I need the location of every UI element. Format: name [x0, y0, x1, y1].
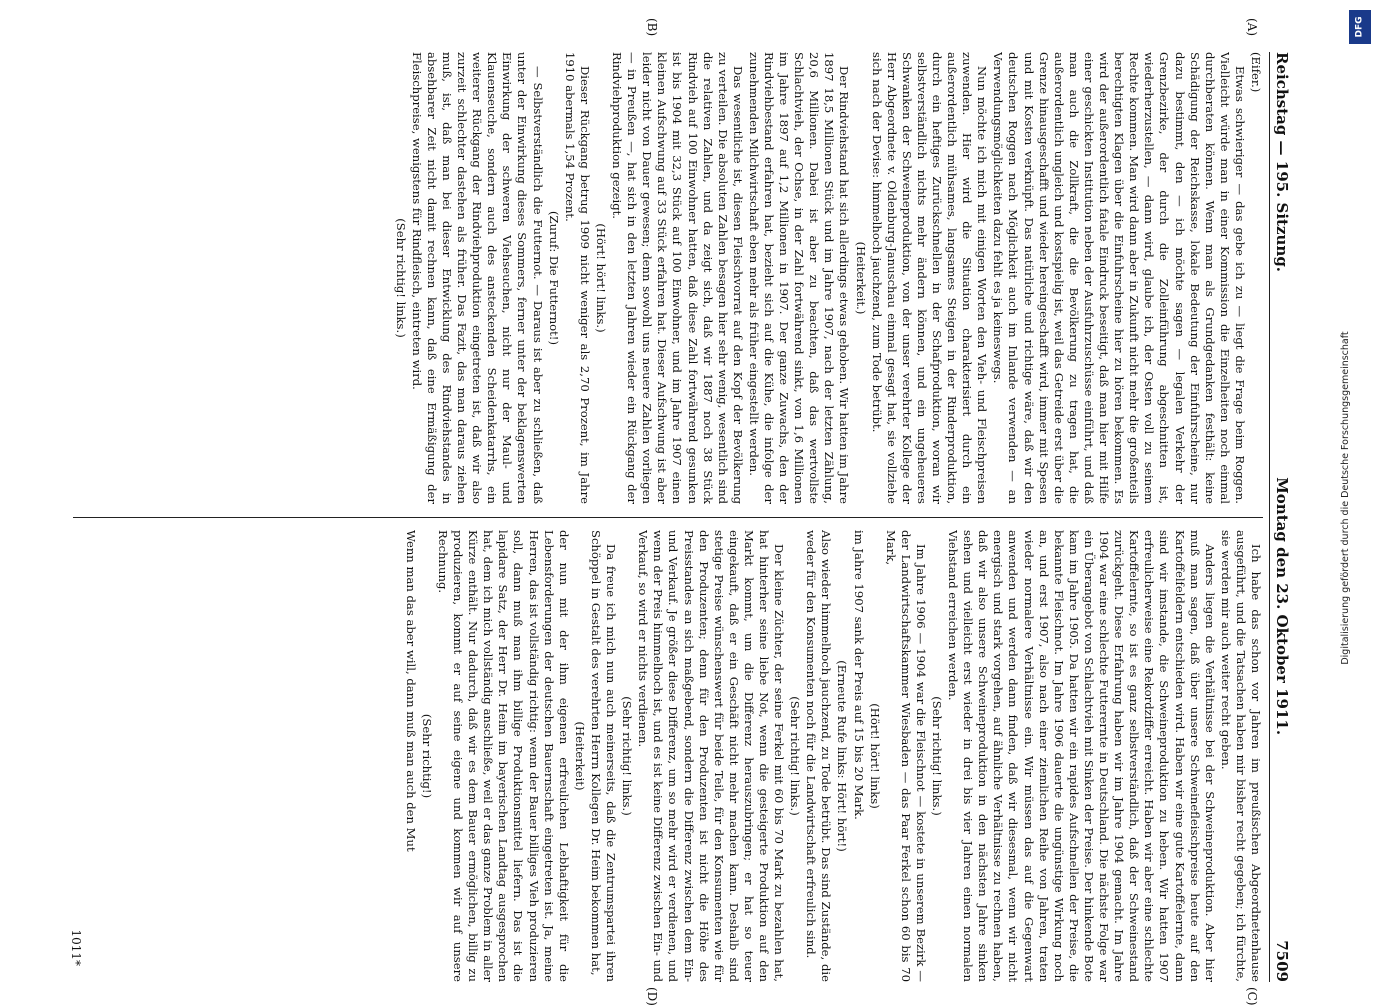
- paragraph: Im Jahre 1906 — 1904 war die Fleischnot — kostete in unserem Bezirk — der Landwirtschaftskammer Wiesbaden — das Paar Ferkel schon 60 bis 70 Mark,: [883, 530, 928, 982]
- paragraph: (Eifer.): [1249, 52, 1263, 93]
- paragraph: Ich habe das schon vor Jahren im preußischen Abgeordnetenhause ausgeführt, und die Tatsachen haben mir bisher recht gegeben; ich fürchte, sie werden mir auch weiter recht geben.: [1218, 530, 1263, 982]
- paragraph: — Selbstverständlich die Futternot. — Daraus ist aber zu schließen, daß unter der Einwirkung dieses Sommers, ferner unter der beklagenswerten Einwirkung der schweren Viehseuchen, nicht nur der Maul- und Klauenseuche, sondern auch des ansteckenden Scheidenkatarrhs, ein weiterer Rückgang der Rindviehproduktion eingetreten ist, daß wir also zurzeit schlechter dastehen als früher. Das Fazit, das man daraus ziehen muß, ist, daß man bei dieser Entwicklung des Rindviehstandes in absehbarer Zeit nicht damit rechnen kann, daß eine Ermäßigung der Fleischpreise, wenigstens für Rindfleisch, eintreten wird.: [409, 52, 545, 504]
- margin-marker-a: (A): [1245, 18, 1259, 37]
- paragraph: Nun möchte ich mich mit einigen Worten den Vieh- und Fleischpreisen zuwenden. Hier wird die Situation charakterisiert durch ein außerordentlich mühsames, langsames Steigen in der Rinderproduktion, durch ein heftiges Zurückschnellen in der Schafproduktion, woran wir selbstverständlich nichts mehr ändern können, und ein ungeheueres Schwanken der Schweineproduktion, von der unser verehrter Kollege der Herr Abgeordnete v. Oldenburg-Januschau einmal gesagt hat, sie vollziehe sich nach der Devise: himmelhoch jauchzend, zum Tode betrübt.: [869, 52, 990, 504]
- margin-marker-c: (C): [1245, 987, 1259, 1006]
- paragraph: Anders liegen die Verhältnisse bei der Schweineproduktion. Aber hier muß man sagen, daß über unsere Schweinefleischpreise heute auf den Kartoffelfeldern entschieden wird. Haben wir eine gute Kartoffelernte, dann sind wir imstande, die Schweineproduktion zu heben. Wir hatten 1907 erfreulicherweise eine Rekordziffer erreicht. Haben wir aber eine schlechte Kartoffelernte, so ist es ganz selbstverständlich, daß der Schweinestand zurückgeht. Diese Erfahrung haben wir im Jahre 1904 gemacht. Im Jahre 1904 war eine schlechte Futterernte in Deutschland. Die nächste Folge war ein Überangebot von Schlachtvieh mit Sinken der Preise. Der hinkende Bote kam im Jahre 1905. Da hatten wir ein rapides Aufschnellen der Preise, die bekannte Fleischnot. Im Jahre 1906 dauerte die ungünstige Wirkung noch an, und erst 1907, also nach einer ziemlichen Reihe von Jahren, traten wieder normalere Verhältnisse ein. Wir müssen das auf die Gegenwart anwenden und werden dann finden, daß wir diesesmal, wenn wir nicht energisch und stark vorgehen, auf ähnliche Verhältnisse zu rechnen haben, daß wir also unsere Schweineproduktion in den nächsten Jahre sinken sehen und vielleicht erst wieder in drei bis vier Jahren einen normalen Viehstand erreichen werden.: [946, 530, 1217, 982]
- paragraph: (Hört! hört! links.): [593, 223, 608, 333]
- paragraph: Das wesentliche ist, diesen Fleischvorrat auf den Kopf der Bevölkerung zu verteilen. Die absoluten Zahlen besagen hier sehr wenig, wesentlich sind die relativen Zahlen, und da zeigt sich, daß wir 1887 noch 38 Stück Rindvieh auf 100 Einwohner hatten, daß diese Zahl fortwährend gesunken ist bis 1904 mit 32,3 Stück auf 100 Einwohner, und im Jahre 1907 einen kleinen Aufschwung auf 33 Stück erfahren hat. Dieser Aufschwung ist aber leider nicht von Dauer gewesen; denn sowohl uns neuere Zahlen vorliegen — in Preußen —, hat sich in den letzten Jahren wieder ein Rückgang der Rindviehproduktion gezeigt.: [610, 52, 745, 504]
- column-divider: [73, 517, 1263, 518]
- paragraph: (Sehr richtig! links.): [788, 696, 803, 816]
- margin-marker-b: (B): [645, 18, 659, 37]
- paragraph: (Zuruf: Die Futternot!): [546, 210, 561, 345]
- paragraph: (Heiterkeit): [572, 721, 587, 791]
- paragraph: Der Rindviehstand hat sich allerdings etwas gehoben. Wir hatten im Jahre 1897 18,5 Millionen Stück und im Jahre 1907, nach der letzten Zählung, 20,6 Millionen. Dabei ist aber zu beachten, daß das wertvollste Schlachtvieh, der Ochse, in der Zahl fortwährend sinkt, von 1,6 Millionen im Jahre 1897 auf 1,2 Millionen in 1907. Der ganze Zuwachs, den der Rindviehbestand erfahren hat, bezieht sich auf die Kühe, die infolge der zunehmenden Milchwirtschaft eben mehr als früher eingestellt werden.: [746, 52, 852, 504]
- paragraph: (Erneute Rufe links: Hört! hört!): [835, 660, 850, 852]
- paragraph: Etwas schwieriger — das gebe ich zu — liegt die Frage beim Roggen. Vielleicht würde man in einer Kommission die Einzelheiten noch einmal durchberaten können. Wenn man als Grundgedanken festhält: keine Schädigung der Reichskasse, lokale Bedeutung der Einfuhrscheine, nur dazu bestimmt, den — ich möchte sagen — legalen Verkehr der Grenzbezirke, der durch die Zolleinführung abgeschnitten ist, wiederherzustellen, — dann wird, glaube ich, der Osten voll zu seinem Rechte kommen. Man wird dann aber in Zukunft nicht mehr die großenteils berechtigten Klagen über die Einfuhrscheine hier zu hören bekommen. Es wird der außerordentlich fatale Eindruck beseitigt, daß man hier mit Hilfe einer geschickten Institution neben der Ausfuhrzuschüsse einführt, und daß man auch die Zollkraft, die die Bevölkerung zu tragen hat, die außerordentlich ungleich und kostspielig ist, weil das Getreide erst über die Grenze hinausgeschafft und wieder hereingeschafft wird, immer mit Spesen und mit Kosten verknüpft. Das natürliche und richtige wäre, daß wir den deutschen Roggen nach Möglichkeit auch im Inlande verwenden — an Verwendungsmöglichkeiten dazu fehlt es ja keineswegs.: [991, 52, 1247, 504]
- paragraph: Der kleine Züchter, der seine Ferkel mit 60 bis 70 Mark zu bezahlen hat, hat hinterher seine liebe Not, wenn die gesteigerte Produktion auf den Markt kommt, um die Differenz herauszubringen; er hat so teuer eingekauft, daß er ein Geschäft nicht mehr machen kann. Deshalb sind stetige Preise wünschenswert für beide Teile, für den Konsumenten wie für den Produzenten; denn für den Produzenten ist nicht die Höhe des Preisstandes an sich maßgebend, sondern die Differenz zwischen dem Ein- und Verkauf. Je größer diese Differenz, um so mehr wird er verdienen, und wenn der Preis himmelhoch ist, und es ist keine Differenz zwischen Ein- und Verkauf, so wird er nichts verdienen.: [636, 530, 787, 982]
- page-code: 1011*: [69, 929, 83, 966]
- paragraph: (Sehr richtig! links.): [620, 696, 635, 816]
- paragraph: im Jahre 1907 sank der Preis auf 15 bis 20 Mark.: [851, 530, 866, 820]
- paragraph: Also wieder himmelhoch jauchzend, zu Tode betrübt. Das sind Zustände, die weder für den Konsumenten noch für die Landwirtschaft erfreulich sind.: [804, 530, 834, 982]
- digitization-note-text: Digitalisierung gefördert durch die Deutsche Forschungsgemeinschaft: [1340, 331, 1351, 665]
- paragraph: (Sehr richtig! links.): [930, 696, 945, 816]
- header-page-number: 7509: [1273, 940, 1291, 982]
- paragraph: Da freue ich mich nun auch meinerseits, daß die Zentrumspartei ihren Schöppel in Gestalt des verehrten Herrn Kollegen Dr. Heim bekommen hat,: [588, 530, 619, 982]
- header-left: Reichstag — 195. Sitzung.: [1273, 52, 1291, 273]
- paragraph: (Sehr richtig! links.): [393, 218, 408, 338]
- paragraph: (Sehr richtig!): [419, 713, 434, 799]
- paragraph: (Heiterkeit.): [853, 241, 868, 315]
- paragraph: der nun mit der ihm eigenen erfreulichen Lebhaftigkeit für die Lebensforderungen der deutschen Bauernschaft eingetreten ist. Ja, meine Herren, das ist vollständig richtig: wenn der Bauer billiges Vieh produzieren soll, dann muß man ihm billige Produktionsmittel liefern. Das ist die lapidare Satz, der Herr Dr. Heim im bayerischen Landtag ausgesprochen hat, dem ich mich vollständig anschließe, weil er das ganze Problem in aller Kürze enthält. Nur dadurch, daß wir es dem Bauer ermöglichen, billig zu produzieren, kommt er auf seine eigene und kommen wir auf unsere Rechnung.: [436, 530, 571, 982]
- paragraph: Wenn man das aber will, dann muß man auch den Mut: [403, 530, 418, 852]
- paragraph: Dieser Rückgang betrug 1909 nicht weniger als 2,70 Prozent, im Jahre 1910 abermals 1,54 Prozent.: [562, 52, 592, 504]
- paragraph: (Hört! hört! links): [867, 703, 882, 809]
- page-content: [69, 18, 1299, 1006]
- dfg-logo: [1349, 10, 1371, 44]
- left-column: [78, 52, 1263, 504]
- header-center: Montag den 23. Oktober 1911.: [1273, 477, 1291, 736]
- right-column: [78, 530, 1263, 982]
- dfg-logo-text: DFG: [1354, 16, 1365, 38]
- margin-marker-d: (D): [645, 987, 659, 1006]
- digitization-note: [1340, 8, 1360, 993]
- page-header: [1269, 52, 1299, 982]
